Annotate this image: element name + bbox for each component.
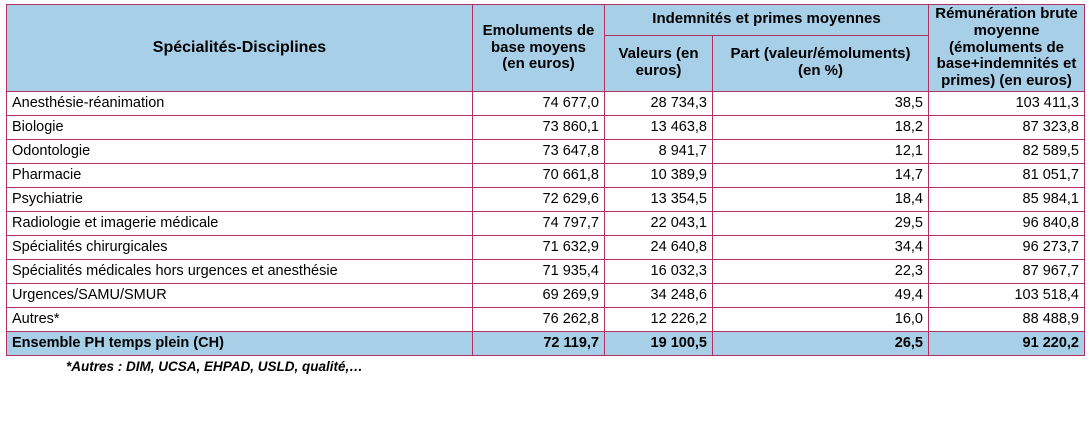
row-emoluments: 71 632,9 (473, 235, 605, 259)
row-valeurs: 28 734,3 (605, 91, 713, 115)
row-part: 14,7 (713, 163, 929, 187)
row-label: Anesthésie-réanimation (7, 91, 473, 115)
table-row (7, 139, 1085, 163)
row-part: 29,5 (713, 211, 929, 235)
table-row (7, 91, 1085, 115)
row-remuneration: 103 411,3 (929, 91, 1085, 115)
table-footnote: *Autres : DIM, UCSA, EHPAD, USLD, qualité,… (66, 358, 363, 374)
total-label: Ensemble PH temps plein (CH) (7, 331, 473, 355)
header-specialites: Spécialités-Disciplines (7, 5, 473, 92)
row-emoluments: 73 860,1 (473, 115, 605, 139)
row-label: Autres* (7, 307, 473, 331)
table-body (7, 91, 1085, 355)
row-remuneration: 96 273,7 (929, 235, 1085, 259)
row-label: Spécialités médicales hors urgences et anesthésie (7, 259, 473, 283)
row-label: Odontologie (7, 139, 473, 163)
total-part: 26,5 (713, 331, 929, 355)
total-emoluments: 72 119,7 (473, 331, 605, 355)
row-valeurs: 8 941,7 (605, 139, 713, 163)
row-valeurs: 13 463,8 (605, 115, 713, 139)
row-remuneration: 87 323,8 (929, 115, 1085, 139)
row-emoluments: 73 647,8 (473, 139, 605, 163)
row-label: Radiologie et imagerie médicale (7, 211, 473, 235)
row-remuneration: 87 967,7 (929, 259, 1085, 283)
header-remuneration: Rémunération brute moyenne (émoluments de base+indemnités et primes) (en euros) (929, 5, 1085, 92)
table-row (7, 283, 1085, 307)
row-label: Biologie (7, 115, 473, 139)
row-remuneration: 82 589,5 (929, 139, 1085, 163)
row-emoluments: 72 629,6 (473, 187, 605, 211)
row-part: 16,0 (713, 307, 929, 331)
row-emoluments: 76 262,8 (473, 307, 605, 331)
row-emoluments: 71 935,4 (473, 259, 605, 283)
table-row (7, 307, 1085, 331)
table-row (7, 211, 1085, 235)
row-valeurs: 34 248,6 (605, 283, 713, 307)
row-remuneration: 96 840,8 (929, 211, 1085, 235)
table-head (7, 5, 1085, 92)
row-remuneration: 85 984,1 (929, 187, 1085, 211)
row-valeurs: 13 354,5 (605, 187, 713, 211)
row-part: 18,2 (713, 115, 929, 139)
header-part: Part (valeur/émoluments) (en %) (713, 35, 929, 91)
row-part: 49,4 (713, 283, 929, 307)
table-row (7, 259, 1085, 283)
row-emoluments: 74 797,7 (473, 211, 605, 235)
table-row (7, 187, 1085, 211)
table-total-row (7, 331, 1085, 355)
row-label: Urgences/SAMU/SMUR (7, 283, 473, 307)
row-emoluments: 70 661,8 (473, 163, 605, 187)
row-label: Psychiatrie (7, 187, 473, 211)
header-indemnites-group: Indemnités et primes moyennes (605, 5, 929, 36)
row-valeurs: 22 043,1 (605, 211, 713, 235)
row-valeurs: 10 389,9 (605, 163, 713, 187)
row-part: 12,1 (713, 139, 929, 163)
total-remuneration: 91 220,2 (929, 331, 1085, 355)
table-row (7, 163, 1085, 187)
row-part: 18,4 (713, 187, 929, 211)
row-part: 38,5 (713, 91, 929, 115)
header-row-1 (7, 5, 1085, 36)
row-label: Spécialités chirurgicales (7, 235, 473, 259)
row-remuneration: 81 051,7 (929, 163, 1085, 187)
total-valeurs: 19 100,5 (605, 331, 713, 355)
table-row (7, 115, 1085, 139)
header-valeurs: Valeurs (en euros) (605, 35, 713, 91)
row-valeurs: 12 226,2 (605, 307, 713, 331)
row-valeurs: 16 032,3 (605, 259, 713, 283)
row-label: Pharmacie (7, 163, 473, 187)
table-row (7, 235, 1085, 259)
header-emoluments: Emoluments de base moyens (en euros) (473, 5, 605, 92)
row-emoluments: 69 269,9 (473, 283, 605, 307)
row-part: 22,3 (713, 259, 929, 283)
row-part: 34,4 (713, 235, 929, 259)
row-remuneration: 103 518,4 (929, 283, 1085, 307)
remuneration-table (6, 4, 1085, 356)
row-emoluments: 74 677,0 (473, 91, 605, 115)
row-remuneration: 88 488,9 (929, 307, 1085, 331)
row-valeurs: 24 640,8 (605, 235, 713, 259)
